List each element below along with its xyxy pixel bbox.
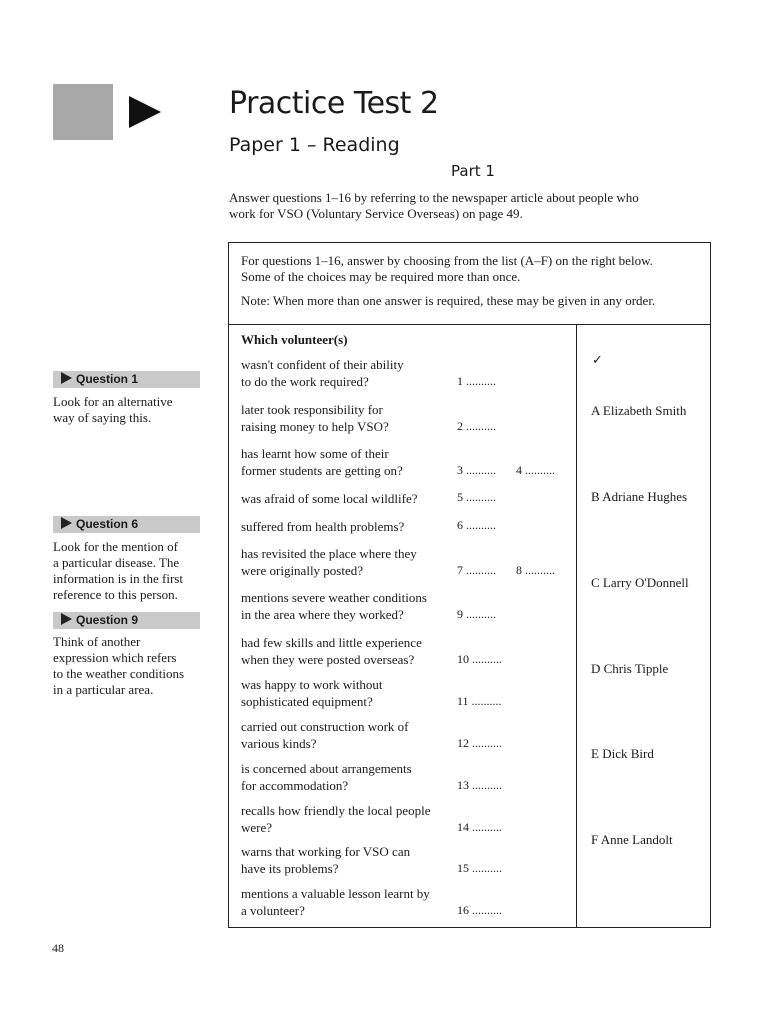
answer-blank[interactable]: 8 .......... <box>516 563 555 577</box>
item-line: mentions severe weather conditions <box>241 590 427 605</box>
item-line: in the area where they worked? <box>241 607 404 622</box>
tip-line: Think of another <box>53 634 141 649</box>
pointer-arrow-icon <box>61 517 72 529</box>
item-line: a volunteer? <box>241 903 305 918</box>
tip-line: expression which refers <box>53 650 177 665</box>
item-line: to do the work required? <box>241 374 369 389</box>
question-6-tip <box>53 539 213 603</box>
question-item <box>241 490 456 507</box>
option-c: C Larry O'Donnell <box>591 575 689 590</box>
page-number: 48 <box>52 941 64 955</box>
question-item <box>241 518 456 535</box>
question-item <box>241 718 456 752</box>
answer-blank[interactable]: 3 .......... <box>457 463 496 477</box>
intro-line: Answer questions 1–16 by referring to the newspaper article about people who <box>229 190 639 205</box>
item-line: have its problems? <box>241 861 339 876</box>
answer-blank[interactable]: 15 .......... <box>457 861 502 875</box>
question-item <box>241 634 456 668</box>
question-item <box>241 843 456 877</box>
question-item <box>241 356 456 390</box>
question-tag-label: Question 1 <box>76 372 139 386</box>
intro-text <box>229 190 699 222</box>
question-item <box>241 802 456 836</box>
item-line: were originally posted? <box>241 563 364 578</box>
instructions <box>241 253 706 285</box>
tip-line: a particular disease. The <box>53 555 180 570</box>
tip-line: to the weather conditions <box>53 666 185 681</box>
option-d: D Chris Tipple <box>591 661 669 676</box>
answer-blank[interactable]: 16 .......... <box>457 903 502 917</box>
tip-line: way of saying this. <box>53 410 152 425</box>
question-item <box>241 885 456 919</box>
item-line: suffered from health problems? <box>241 519 405 534</box>
question-tag-label: Question 9 <box>76 613 139 627</box>
item-line: former students are getting on? <box>241 463 403 478</box>
box-divider-vertical <box>576 324 577 928</box>
item-line: later took responsibility for <box>241 402 383 417</box>
answer-blank[interactable]: 10 .......... <box>457 652 502 666</box>
intro-line: work for VSO (Voluntary Service Overseas) on page 49. <box>229 206 523 221</box>
item-line: has revisited the place where they <box>241 546 417 561</box>
option-f: F Anne Landolt <box>591 832 673 847</box>
option-b: B Adriane Hughes <box>591 489 688 504</box>
answer-blank[interactable]: 1 .......... <box>457 374 496 388</box>
question-1-tag <box>53 371 200 388</box>
answer-blank[interactable]: 7 .......... <box>457 563 496 577</box>
option-a: A Elizabeth Smith <box>591 403 687 418</box>
item-line: recalls how friendly the local people <box>241 803 431 818</box>
item-line: has learnt how some of their <box>241 446 389 461</box>
answer-blank[interactable]: 4 .......... <box>516 463 555 477</box>
question-item <box>241 589 456 623</box>
tip-line: Look for the mention of <box>53 539 178 554</box>
question-9-tip <box>53 634 213 698</box>
page-title: Practice Test 2 <box>229 86 439 121</box>
instruction-line: Some of the choices may be required more than once. <box>241 269 521 284</box>
tip-line: information is in the first <box>53 571 183 586</box>
question-item <box>241 545 456 579</box>
pointer-arrow-icon <box>61 372 72 384</box>
paper-subtitle: Paper 1 – Reading <box>229 134 400 156</box>
item-line: for accommodation? <box>241 778 349 793</box>
tick-mark: ✓ <box>592 352 603 367</box>
question-9-tag <box>53 612 200 629</box>
instruction-line: For questions 1–16, answer by choosing from the list (A–F) on the right below. <box>241 253 653 268</box>
answer-blank[interactable]: 5 .......... <box>457 490 496 504</box>
item-line: wasn't confident of their ability <box>241 357 404 372</box>
answer-blank[interactable]: 14 .......... <box>457 820 502 834</box>
answer-blank[interactable]: 11 .......... <box>457 694 502 708</box>
item-line: had few skills and little experience <box>241 635 422 650</box>
item-line: warns that working for VSO can <box>241 844 411 859</box>
item-line: various kinds? <box>241 736 317 751</box>
column-heading: Which volunteer(s) <box>241 332 348 347</box>
box-divider-horizontal <box>228 324 711 325</box>
pointer-arrow-icon <box>61 613 72 625</box>
instructions-note: Note: When more than one answer is required, these may be given in any order. <box>241 293 656 308</box>
item-line: carried out construction work of <box>241 719 409 734</box>
answer-blank[interactable]: 9 .......... <box>457 607 496 621</box>
question-item <box>241 445 456 479</box>
play-arrow-icon <box>129 96 161 128</box>
item-line: when they were posted overseas? <box>241 652 415 667</box>
tip-line: Look for an alternative <box>53 394 173 409</box>
tip-line: in a particular area. <box>53 682 154 697</box>
answer-blank[interactable]: 2 .......... <box>457 419 496 433</box>
item-line: were? <box>241 820 273 835</box>
part-label: Part 1 <box>451 162 495 180</box>
question-6-tag <box>53 516 200 533</box>
option-e: E Dick Bird <box>591 746 654 761</box>
item-line: mentions a valuable lesson learnt by <box>241 886 430 901</box>
item-line: sophisticated equipment? <box>241 694 373 709</box>
item-line: raising money to help VSO? <box>241 419 389 434</box>
tip-line: reference to this person. <box>53 587 178 602</box>
item-line: was happy to work without <box>241 677 383 692</box>
item-line: is concerned about arrangements <box>241 761 412 776</box>
item-line: was afraid of some local wildlife? <box>241 491 418 506</box>
answer-blank[interactable]: 6 .......... <box>457 518 496 532</box>
question-tag-label: Question 6 <box>76 517 139 531</box>
question-item <box>241 401 456 435</box>
question-item <box>241 760 456 794</box>
answer-blank[interactable]: 12 .......... <box>457 736 502 750</box>
question-1-tip <box>53 394 213 426</box>
grey-header-block <box>53 84 113 140</box>
question-item <box>241 676 456 710</box>
answer-blank[interactable]: 13 .......... <box>457 778 502 792</box>
